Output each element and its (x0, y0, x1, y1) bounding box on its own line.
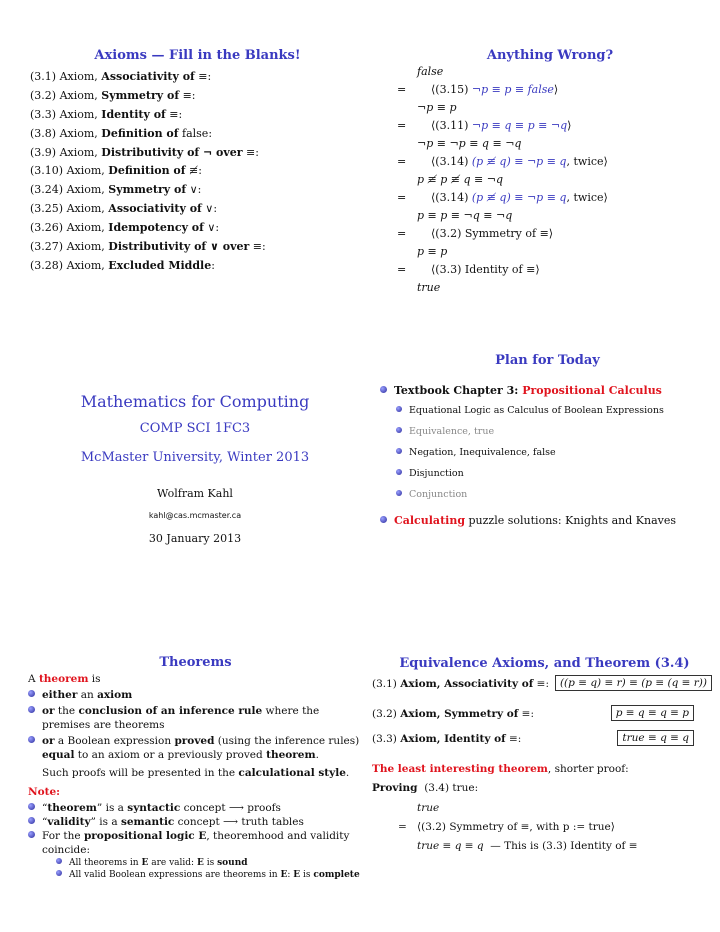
bullet-icon (396, 427, 402, 433)
least-interesting: The least interesting theorem, shorter proof: (372, 763, 629, 775)
proof-hint: = ⟨(3.11) ¬p ≡ q ≡ p ≡ ¬q⟩ (397, 119, 572, 132)
plan-sub-item: Equivalence, true (396, 426, 715, 439)
note-bullet-1: “theorem” is a syntactic concept ⟶ proofs (28, 801, 368, 815)
axiom-item: (3.27) Axiom, Distributivity of ∨ over ≡: (30, 240, 266, 254)
axiom-item: (3.25) Axiom, Associativity of ∨: (30, 202, 218, 216)
proof-expression: p ≡ p (417, 245, 448, 258)
plan-main-1: Textbook Chapter 3: Propositional Calculus (380, 384, 715, 397)
proofs-style: Such proofs will be presented in the calculational style. (42, 767, 350, 779)
formula-box: true ≡ q ≡ q (617, 730, 694, 746)
panel-title: Axioms — Fill in the Blanks! (94, 48, 301, 63)
plan-sub-item: Conjunction (396, 489, 715, 502)
proof-expression: true (417, 281, 441, 294)
panel-title-slide (25, 380, 365, 680)
axiom-item: (3.8) Axiom, Definition of false: (30, 126, 213, 140)
panel-anything-wrong (385, 48, 715, 348)
proof-hint: = ⟨(3.15) ¬p ≡ p ≡ false⟩ (397, 83, 559, 96)
proof-expression: false (417, 65, 444, 78)
axiom-item: (3.28) Axiom, Excluded Middle: (30, 258, 215, 272)
axiom-3-1: (3.1) Axiom, Associativity of ≡: ((p ≡ q) ≡ r) ≡ (p ≡ (q ≡ r)) (372, 678, 712, 690)
highlight: Propositional Calculus (522, 384, 662, 397)
plan-sub-item: Disjunction (396, 468, 715, 481)
plan-main-2: Calculating puzzle solutions: Knights and Knaves (380, 514, 715, 527)
panel-title: Theorems (159, 656, 232, 670)
bullet-icon (396, 490, 402, 496)
note-label: Note: (28, 786, 61, 798)
course-code: COMP SCI 1FC3 (139, 421, 251, 436)
bullet-icon (396, 469, 402, 475)
theorem-bullet-3: or a Boolean expression proved (using the inference rules) equal to an axiom or a previously proved theorem. (28, 734, 368, 762)
note-bullet-2: “validity” is a semantic concept ⟶ truth tables (28, 815, 368, 829)
proof-expression: ¬p ≡ p (417, 101, 457, 114)
formula-box: p ≡ q ≡ q ≡ p (611, 705, 694, 721)
proof-step-1: true (417, 802, 440, 814)
proof-expression: p ≡ p ≡ ¬q ≡ ¬q (417, 209, 513, 222)
axiom-item: (3.26) Axiom, Idempotency of ∨: (30, 221, 220, 235)
proof-hint: = ⟨(3.2) Symmetry of ≡⟩ (397, 227, 554, 240)
theorem-bullet-1: either an axiom (28, 688, 368, 702)
axiom-3-3: (3.3) Axiom, Identity of ≡: true ≡ q ≡ q (372, 733, 694, 745)
axiom-item: (3.24) Axiom, Symmetry of ∨: (30, 183, 202, 197)
proof-expression: p ≢ p ≢ q ≡ ¬q (417, 173, 504, 186)
proof-hint: = ⟨(3.3) Identity of ≡⟩ (397, 263, 540, 276)
author: Wolfram Kahl (157, 487, 233, 500)
theorem-intro: A theorem is (28, 673, 101, 685)
bullet-icon (396, 406, 402, 412)
axiom-item: (3.3) Axiom, Identity of ≡: (30, 107, 183, 121)
proof-step-2: = ⟨(3.2) Symmetry of ≡, with p := true⟩ (398, 821, 615, 833)
bullet-icon (380, 386, 387, 393)
axiom-list (30, 70, 370, 278)
formula-box: ((p ≡ q) ≡ r) ≡ (p ≡ (q ≡ r)) (555, 675, 712, 691)
note-sub-1: All theorems in E are valid: E is sound (28, 857, 368, 869)
proof-hint: = ⟨(3.14) (p ≢ q) ≡ ¬p ≡ q, twice⟩ (397, 155, 608, 168)
proof-step-3: true ≡ q ≡ q — This is (3.3) Identity of ≡ (417, 840, 638, 852)
axiom-item: (3.1) Axiom, Associativity of ≡: (30, 70, 212, 83)
panel-equivalence (372, 656, 717, 906)
bullet-icon (380, 516, 387, 523)
panel-title: Equivalence Axioms, and Theorem (3.4) (399, 656, 690, 671)
institution: McMaster University, Winter 2013 (80, 450, 310, 465)
note-bullet-3: For the propositional logic E, theoremhood and validity coincide: (28, 829, 368, 857)
plan-sub-list (396, 405, 715, 502)
panel-plan (380, 353, 715, 653)
plan-sub-item: Negation, Inequivalence, false (396, 447, 715, 460)
axiom-3-2: (3.2) Axiom, Symmetry of ≡: p ≡ q ≡ q ≡ p (372, 708, 694, 720)
panel-theorems (28, 656, 368, 928)
plan-sub-item: Equational Logic as Calculus of Boolean Expressions (396, 405, 715, 418)
axiom-item: (3.2) Axiom, Symmetry of ≡: (30, 88, 196, 102)
bullet-icon (396, 448, 402, 454)
axiom-item: (3.10) Axiom, Definition of ≢: (30, 164, 202, 178)
theorem-bullet-2: or the conclusion of an inference rule where the premises are theorems (28, 704, 368, 732)
proof-lines (385, 65, 715, 299)
note-sub-2: All valid Boolean expressions are theorems in E: E is complete (28, 869, 368, 881)
proof-expression: ¬p ≡ ¬p ≡ q ≡ ¬q (417, 137, 522, 150)
panel-title: Anything Wrong? (486, 48, 614, 63)
proving-line: Proving (3.4) true: (372, 782, 479, 794)
panel-axioms-fill (30, 48, 370, 348)
proof-hint: = ⟨(3.14) (p ≢ q) ≡ ¬p ≡ q, twice⟩ (397, 191, 608, 204)
email: kahl@cas.mcmaster.ca (148, 511, 242, 520)
date: 30 January 2013 (148, 532, 242, 545)
panel-title: Plan for Today (495, 353, 600, 368)
axiom-item: (3.9) Axiom, Distributivity of ¬ over ≡: (30, 145, 259, 159)
course-title: Mathematics for Computing (80, 392, 310, 411)
